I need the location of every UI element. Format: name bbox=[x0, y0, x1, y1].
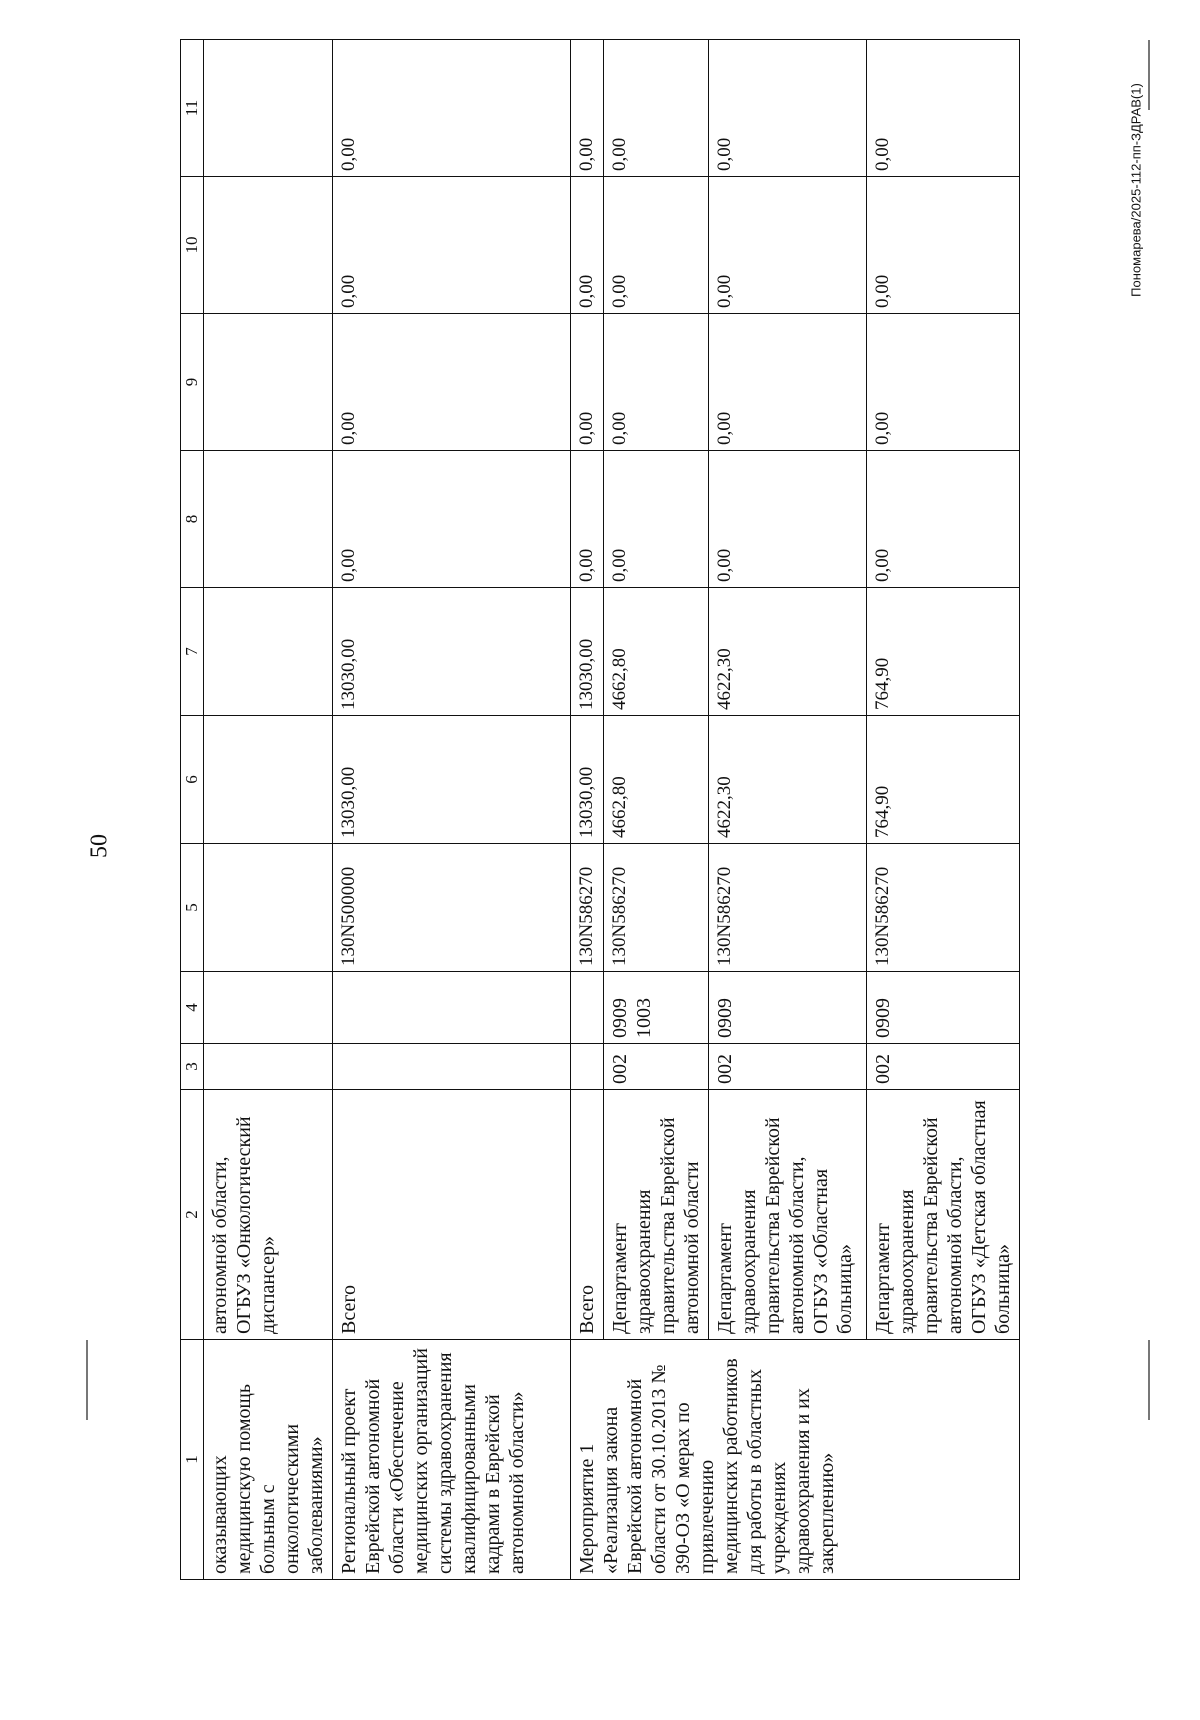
col-header: 2 bbox=[181, 1090, 204, 1340]
cell-value: 0,00 bbox=[333, 40, 571, 177]
cell-value: 0,00 bbox=[867, 314, 1020, 451]
cell-value: 0,00 bbox=[604, 40, 709, 177]
cell-value: 0,00 bbox=[604, 314, 709, 451]
col-header: 7 bbox=[181, 588, 204, 716]
cell-value bbox=[204, 177, 333, 314]
cell-value: 0,00 bbox=[867, 40, 1020, 177]
cell-target bbox=[204, 844, 333, 972]
binding-mark-left bbox=[86, 1340, 88, 1420]
document-code: Пономарева/2025-112-пп-ЗДРАВ(1) bbox=[1128, 83, 1144, 297]
cell-value: 13030,00 bbox=[571, 588, 604, 716]
cell-grbs: 002 bbox=[709, 1044, 867, 1090]
cell-value: 4622,30 bbox=[709, 716, 867, 844]
cell-value: 0,00 bbox=[604, 177, 709, 314]
cell-grbs: 002 bbox=[867, 1044, 1020, 1090]
cell-value: 4662,80 bbox=[604, 588, 709, 716]
cell-value: 0,00 bbox=[571, 451, 604, 588]
col-header: 5 bbox=[181, 844, 204, 972]
cell-value: 4622,30 bbox=[709, 588, 867, 716]
cell-value: 0,00 bbox=[571, 177, 604, 314]
col-header: 10 bbox=[181, 177, 204, 314]
cell-value: 0,00 bbox=[709, 451, 867, 588]
header-row bbox=[181, 40, 204, 1580]
cell-value: 764,90 bbox=[867, 588, 1020, 716]
cell-value: 0,00 bbox=[867, 451, 1020, 588]
table-row bbox=[204, 40, 333, 1580]
cell-section bbox=[333, 972, 571, 1044]
cell-grbs bbox=[571, 1044, 604, 1090]
table-row bbox=[571, 40, 604, 1580]
cell-activity: оказывающих медицинскую помощь больным с онкологическими заболеваниями» bbox=[204, 1340, 333, 1580]
cell-executor: Департамент здравоохранения правительства Еврейской автономной области, ОГБУЗ «Областная больница» bbox=[709, 1090, 867, 1340]
cell-value: 0,00 bbox=[709, 177, 867, 314]
col-header: 11 bbox=[181, 40, 204, 177]
col-header: 3 bbox=[181, 1044, 204, 1090]
cell-executor: Департамент здравоохранения правительства Еврейской автономной области bbox=[604, 1090, 709, 1340]
cell-value bbox=[204, 451, 333, 588]
cell-value: 0,00 bbox=[867, 177, 1020, 314]
budget-table-rotated bbox=[180, 40, 1120, 1580]
cell-value bbox=[204, 40, 333, 177]
cell-target: 130N586270 bbox=[709, 844, 867, 972]
cell-value: 764,90 bbox=[867, 716, 1020, 844]
cell-executor: Всего bbox=[571, 1090, 604, 1340]
col-header: 6 bbox=[181, 716, 204, 844]
table-row bbox=[333, 40, 571, 1580]
col-header: 8 bbox=[181, 451, 204, 588]
cell-value: 0,00 bbox=[333, 177, 571, 314]
cell-executor: Всего bbox=[333, 1090, 571, 1340]
cell-executor: автономной области, ОГБУЗ «Онкологический диспансер» bbox=[204, 1090, 333, 1340]
cell-activity: Мероприятие 1 «Реализация закона Еврейской автономной области от 30.10.2013 № 390-ОЗ «О мерах по привлечению медицинских работников для работы в областных учреждениях здравоохранения и их закреплению» bbox=[571, 1340, 1020, 1580]
col-header: 4 bbox=[181, 972, 204, 1044]
binding-mark-bottom bbox=[1148, 1340, 1150, 1420]
cell-value: 4662,80 bbox=[604, 716, 709, 844]
cell-target: 130N586270 bbox=[571, 844, 604, 972]
cell-section: 0909 bbox=[709, 972, 867, 1044]
cell-value bbox=[204, 314, 333, 451]
cell-section: 0909 bbox=[867, 972, 1020, 1044]
col-header: 1 bbox=[181, 1340, 204, 1580]
cell-value: 0,00 bbox=[571, 40, 604, 177]
cell-value: 13030,00 bbox=[333, 588, 571, 716]
cell-section bbox=[204, 972, 333, 1044]
cell-target: 130N500000 bbox=[333, 844, 571, 972]
cell-executor: Департамент здравоохранения правительства Еврейской автономной области, ОГБУЗ «Детская областная больница» bbox=[867, 1090, 1020, 1340]
cell-value: 0,00 bbox=[709, 40, 867, 177]
cell-section bbox=[571, 972, 604, 1044]
cell-value bbox=[204, 716, 333, 844]
cell-value: 0,00 bbox=[333, 314, 571, 451]
cell-value: 0,00 bbox=[571, 314, 604, 451]
budget-table bbox=[180, 39, 1020, 1580]
cell-grbs: 002 bbox=[604, 1044, 709, 1090]
cell-activity: Региональный проект Еврейской автономной области «Обеспечение медицинских организаций системы здравоохранения квалифицированными кадрами в Еврейской автономной области» bbox=[333, 1340, 571, 1580]
cell-section: 0909 1003 bbox=[604, 972, 709, 1044]
cell-value: 0,00 bbox=[333, 451, 571, 588]
cell-grbs bbox=[333, 1044, 571, 1090]
cell-target: 130N586270 bbox=[867, 844, 1020, 972]
page-number: 50 bbox=[86, 834, 113, 858]
cell-value: 13030,00 bbox=[571, 716, 604, 844]
cell-value: 0,00 bbox=[604, 451, 709, 588]
cell-value bbox=[204, 588, 333, 716]
cell-value: 0,00 bbox=[709, 314, 867, 451]
cell-value: 13030,00 bbox=[333, 716, 571, 844]
cell-grbs bbox=[204, 1044, 333, 1090]
col-header: 9 bbox=[181, 314, 204, 451]
cell-target: 130N586270 bbox=[604, 844, 709, 972]
binding-mark-top bbox=[1148, 40, 1150, 110]
